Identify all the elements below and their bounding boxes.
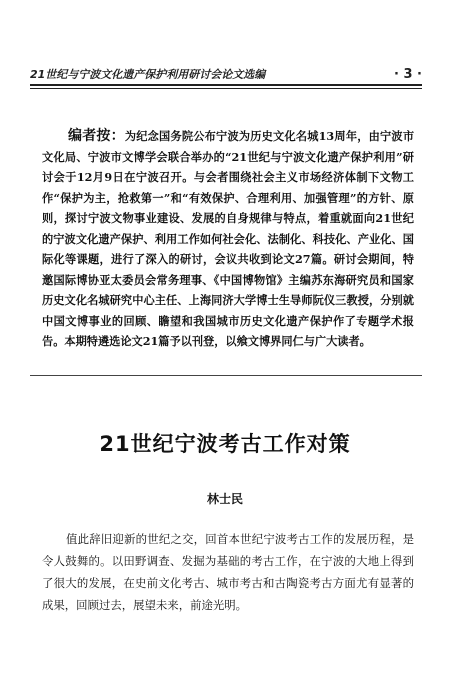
header-rule-thin [30, 88, 422, 89]
editor-note-label: 编者按： [68, 128, 125, 144]
article-author: 林士民 [206, 492, 243, 506]
article-opening-paragraph: 值此辞旧迎新的世纪之交，回首本世纪宁波考古工作的发展历程，是令人鼓舞的。以田野调查、发掘为基础的考古工作，在宁波的大地上得到了很大的发展，在史前文化考古、城市考古和古陶瓷考古方面尤有显著的成果，回顾过去，展望未来，前途光明。 [42, 532, 414, 612]
running-header [30, 66, 422, 82]
running-title: 21世纪与宁波文化遗产保护利用研讨会论文选编 [30, 68, 266, 81]
page-number: · 3 · [394, 67, 422, 82]
editor-note [42, 126, 414, 352]
article-title: 21世纪宁波考古工作对策 [99, 432, 351, 456]
section-divider [30, 375, 422, 376]
editor-note-text: 为纪念国务院公布宁波为历史文化名城13周年，由宁波市文化局、宁波市文博学会联合举办的“21世纪与宁波文化遗产保护利用”研讨会于12月9日在宁波召开。与会者围绕社会主义市场经济体制下文物工作“保护为主，抢救第一”和“有效保护、合理利用、加强管理”的方针、原则，探讨宁波文物事业建设、发展的自身规律与特点，着重就面向21世纪的宁波文化遗产保护、利用工作如何社会化、法制化、科技化、产业化、国际化等课题，进行了深入的研讨，会议共收到论文27篇。研讨会期间，特邀国际博协亚太委员会常务理事、《中国博物馆》主编苏东海研究员和国家历史文化名城研究中心主任、上海同济大学博士生导师阮仪三教授，分别就中国文博事业的回顾、瞻望和我国城市历史文化遗产保护作了专题学术报告。本期特遴选论文21篇予以刊登，以飨文博界同仁与广大读者。 [42, 129, 415, 348]
header-rule-thick [30, 84, 422, 86]
